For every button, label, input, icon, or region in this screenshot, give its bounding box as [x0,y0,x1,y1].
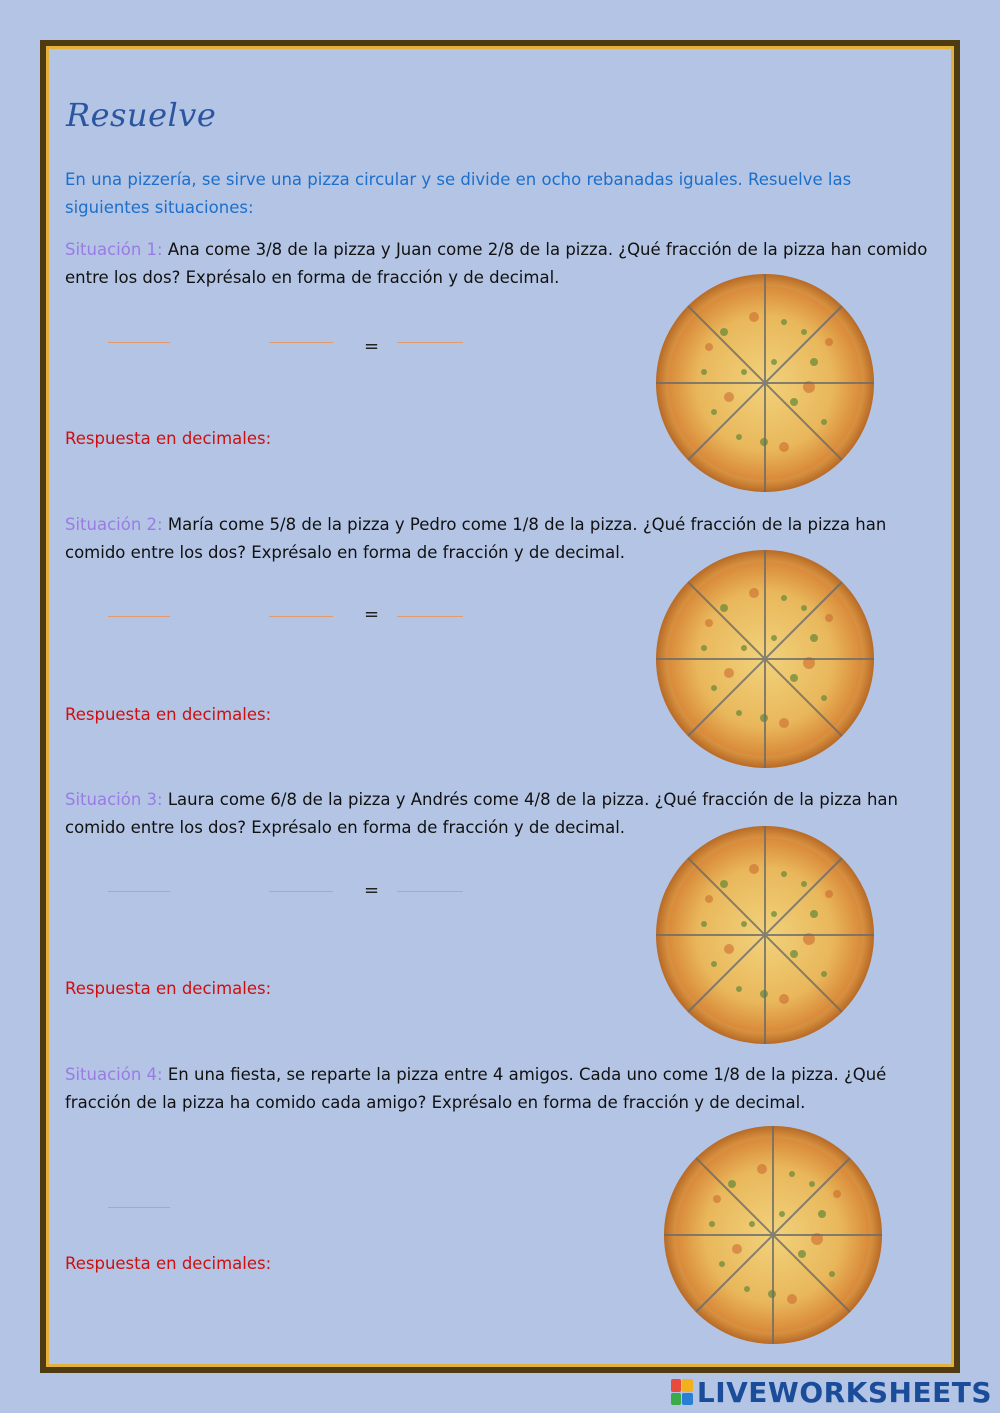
answer-blank[interactable] [269,342,333,343]
answer-blank[interactable] [108,342,170,343]
answer-blank[interactable] [108,891,170,892]
situation-1-body: Ana come 3/8 de la pizza y Juan come 2/8 de la pizza. ¿Qué fracción de la pizza han comido entre los dos? Exprésalo en forma de fracción y de decimal. [65,240,928,287]
situation-4-label: Situación 4: [65,1065,163,1084]
situation-2-label: Situación 2: [65,515,163,534]
pizza-image [654,548,876,770]
situation-4-body: En una fiesta, se reparte la pizza entre 4 amigos. Cada uno come 1/8 de la pizza. ¿Qué fracción de la pizza ha comido cada amigo? Exprésalo en forma de fracción y de decimal. [65,1065,887,1112]
intro-text: En una pizzería, se sirve una pizza circular y se divide en ocho rebanadas iguales. Resuelve las siguientes situaciones: [65,170,852,217]
situation-3-body: Laura come 6/8 de la pizza y Andrés come 4/8 de la pizza. ¿Qué fracción de la pizza han comido entre los dos? Exprésalo en forma de fracción y de decimal. [65,790,899,837]
pizza-image [654,272,876,494]
situation-2-body: María come 5/8 de la pizza y Pedro come 1/8 de la pizza. ¿Qué fracción de la pizza han comido entre los dos? Exprésalo en forma de fracción y de decimal. [65,515,887,562]
answer-blank[interactable] [108,616,170,617]
answer-decimal-label: Respuesta en decimales: [65,429,272,448]
liveworksheets-logo-icon [671,1379,693,1405]
answer-blank[interactable] [108,1207,170,1208]
situation-4-text [65,1061,945,1117]
worksheet-frame [40,40,960,1373]
situation-3-label: Situación 3: [65,790,163,809]
worksheet-title: Resuelve [66,96,217,134]
pizza-image [654,824,876,1046]
equals-sign: = [364,880,380,901]
equals-sign: = [364,336,380,357]
pizza-image [662,1124,884,1346]
answer-blank[interactable] [269,616,333,617]
answer-blank[interactable] [397,342,463,343]
answer-blank[interactable] [397,891,463,892]
answer-blank[interactable] [397,616,463,617]
answer-decimal-label: Respuesta en decimales: [65,705,272,724]
liveworksheets-logo [671,1375,992,1409]
equals-sign: = [364,604,380,625]
situation-1-label: Situación 1: [65,240,163,259]
answer-blank[interactable] [269,891,333,892]
answer-decimal-label: Respuesta en decimales: [65,1254,272,1273]
liveworksheets-logo-text: LIVEWORKSHEETS [696,1375,992,1409]
answer-decimal-label: Respuesta en decimales: [65,979,272,998]
